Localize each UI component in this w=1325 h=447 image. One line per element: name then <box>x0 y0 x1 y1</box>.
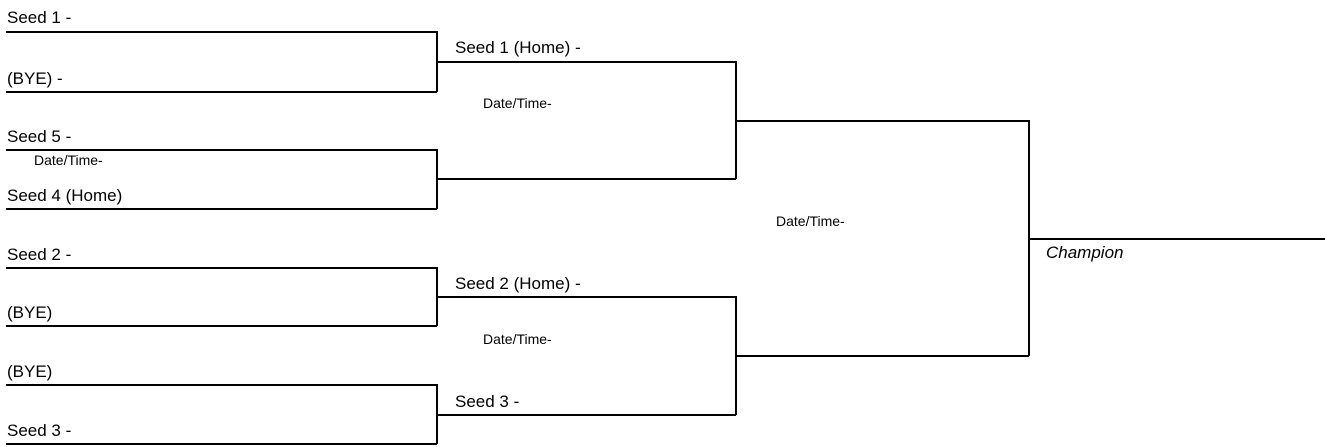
bye-label: (BYE) <box>7 303 53 322</box>
seed-1-label: Seed 1 - <box>7 8 72 27</box>
bracket-line <box>6 443 437 445</box>
bracket-line <box>6 325 437 327</box>
match-date-time: Date/Time- <box>483 95 552 111</box>
bracket-line <box>437 296 736 298</box>
bye-label: (BYE) - <box>7 69 63 88</box>
seed-4-label: Seed 4 (Home) <box>7 186 123 205</box>
champion-label: Champion <box>1046 243 1124 262</box>
bye-label: (BYE) <box>7 362 53 381</box>
seed-3-label: Seed 3 - <box>7 421 72 440</box>
bracket-line <box>437 61 736 63</box>
seed-2-label: Seed 2 - <box>7 245 72 264</box>
bracket-line <box>6 267 437 269</box>
bracket-line <box>6 384 437 386</box>
bracket-line <box>6 149 437 151</box>
seed-2-home-label: Seed 2 (Home) - <box>455 274 581 293</box>
bracket-line <box>6 91 437 93</box>
seed-1-home-label: Seed 1 (Home) - <box>455 38 581 57</box>
bracket-line <box>437 178 736 180</box>
seed-5-label: Seed 5 - <box>7 127 72 146</box>
final-date-time: Date/Time- <box>776 213 845 229</box>
bracket-line <box>736 355 1029 357</box>
bracket-line <box>6 208 437 210</box>
seed-3-label: Seed 3 - <box>455 392 520 411</box>
match-date-time: Date/Time- <box>34 152 103 168</box>
champion-line <box>1029 238 1325 240</box>
bracket-line <box>736 120 1029 122</box>
bracket-line <box>6 31 437 33</box>
bracket-line <box>437 414 736 416</box>
match-date-time: Date/Time- <box>483 331 552 347</box>
